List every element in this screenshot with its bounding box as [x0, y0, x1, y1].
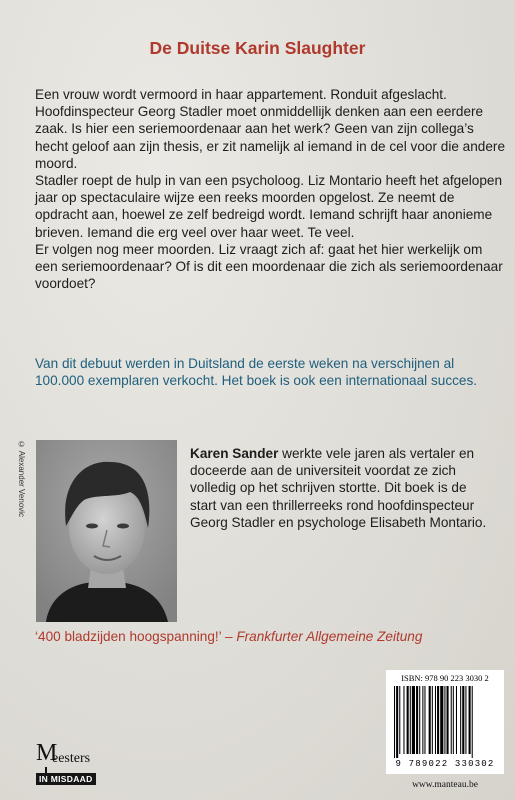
blurb-text — [35, 86, 505, 292]
barcode-bar — [429, 686, 431, 754]
barcode-bar — [403, 686, 404, 754]
barcode-bar — [410, 686, 411, 754]
ean-digits: 9 789022 330302 — [395, 759, 495, 769]
author-name: Karen Sander — [190, 446, 279, 461]
barcode-bar — [435, 686, 436, 754]
barcode-image — [394, 686, 496, 758]
logo-initial: M — [36, 740, 58, 766]
barcode-bar — [456, 686, 457, 754]
author-portrait-image — [36, 440, 177, 622]
barcode-bar — [444, 686, 445, 754]
barcode-bar — [451, 686, 452, 754]
barcode-bar — [462, 686, 464, 754]
barcode-bar — [465, 686, 466, 754]
cover-heading: De Duitse Karin Slaughter — [149, 38, 366, 58]
logo-wordmark: eesters — [52, 751, 91, 766]
photo-credit: © Alexander Venovic — [17, 440, 26, 518]
author-bio-text: werkte vele jaren als vertaler en doceerde aan de universiteit voordat ze zich volledig op het schrijven stortte. Dit boek is de start van een thrillerreeks rond hoofdinspecteur Georg Stadler en psychologe Elisabeth Montario. — [190, 446, 487, 530]
logo-subtitle: IN MISDAAD — [36, 773, 96, 785]
author-photo — [36, 440, 177, 622]
barcode-bar — [407, 686, 409, 754]
barcode-bar — [396, 686, 398, 758]
barcode-bar — [432, 686, 433, 754]
review-quote — [35, 629, 505, 644]
barcode-bar — [422, 686, 423, 754]
author-bio — [190, 445, 490, 531]
sales-teaser: Van dit debuut werden in Duitsland de eerste weken na verschijnen al 100.000 exemplaren verkocht. Het boek is ook een internationaal succes. — [35, 356, 478, 389]
barcode-bar — [437, 686, 439, 754]
barcode-bar — [453, 686, 454, 754]
blurb-paragraph: Stadler roept de hulp in van een psycholoog. Liz Montario heeft het afgelopen jaar op spectaculaire wijze een reeks moorden opgelost. Ze neemt de opdracht aan, hoewel ze zelf bedreigd wordt. Iemand schrijft haar anonieme brieven. Iemand die erg veel over haar weet. Te veel. — [35, 173, 503, 240]
barcode-bar — [469, 686, 471, 754]
barcode-bar — [440, 686, 443, 754]
barcode-bar — [447, 686, 449, 754]
barcode-bar — [472, 686, 473, 758]
blurb-paragraph: Er volgen nog meer moorden. Liz vraagt zich af: gaat het hier werkelijk om een seriemoordenaar? Of is dit een moordenaar die zich als seriemoordenaar voordoet? — [35, 241, 503, 292]
barcode-bar — [419, 686, 420, 754]
barcode-bar — [399, 686, 400, 754]
isbn-label: ISBN: 978 90 223 3030 2 — [401, 673, 489, 683]
blurb-paragraph: Een vrouw wordt vermoord in haar appartement. Ronduit afgeslacht. Hoofdinspecteur Georg Stadler moet onmiddellijk denken aan een eerdere zaak. Is hier een seriemoordenaar aan het werk? Geen van zijn collega’s hecht geloof aan zijn thesis, er zit namelijk al iemand in de cel voor die andere moord. — [35, 87, 506, 171]
quote-text: ‘400 bladzijden hoogspanning!’ – — [35, 629, 237, 644]
barcode-bar — [416, 686, 418, 754]
barcode-bar — [412, 686, 415, 754]
publisher-series-logo — [36, 740, 126, 790]
barcode-bar — [394, 686, 395, 758]
publisher-website: www.manteau.be — [412, 780, 478, 790]
barcode-bar — [460, 686, 461, 754]
quote-source: Frankfurter Allgemeine Zeitung — [236, 629, 423, 644]
barcode-bar — [424, 686, 425, 754]
barcode-panel — [386, 670, 504, 774]
